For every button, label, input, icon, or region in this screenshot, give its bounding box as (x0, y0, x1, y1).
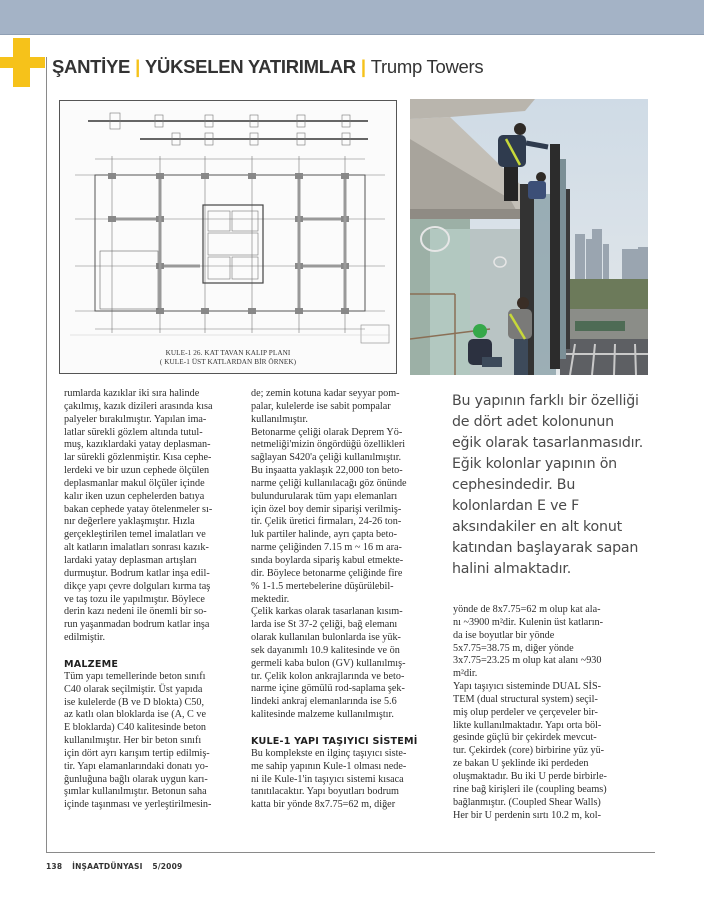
text-line: ise kulelerde (B ve D blokta) C50, (64, 696, 205, 708)
text-line: kullanılmıştır. (251, 413, 308, 425)
header-subject: Trump Towers (370, 56, 484, 77)
text-line: likte kullanılmaktadır. Yapı orta böl- (453, 719, 602, 731)
top-color-band (0, 0, 704, 35)
text-line: C40 olarak seçilmiştir. Üst yapıda (64, 683, 203, 695)
plus-logo-horizontal (0, 57, 45, 68)
caption-line-2: ( KULE-1 ÜST KATLARDAN BİR ÖRNEK) (159, 357, 297, 366)
text-line: nı ~3900 m²dir. Kulenin üst katların- (453, 616, 604, 628)
text-line: Betonarme çeliği olarak Deprem Yö- (251, 426, 403, 438)
text-line: Her bir U perdenin sırtı 10.2 m, kol- (453, 809, 601, 821)
text-line: içinde taşınması ve yerleştirilmesin- (64, 799, 212, 811)
pull-quote (452, 391, 667, 580)
text-line: tur. Çekirdek (core) birbirine yüz yü- (453, 745, 605, 757)
text-line: durmuştur. Bodrum katlar inşa edil- (64, 567, 210, 579)
header-category: YÜKSELEN YATIRIMLAR (144, 56, 356, 77)
text-line: ğunluğuna bağlı olarak uygun karı- (64, 773, 208, 785)
text-line: alt katların imalatları sonrası kazık- (64, 542, 209, 554)
text-line: Bu inşaatta yaklaşık 22,000 ton beto- (251, 465, 403, 477)
text-line: mektedir. (251, 593, 290, 605)
text-line: katta bir yönde 8x7.75=62 m, diğer (251, 799, 396, 811)
text-line: lerdeki ve bir uzun cephede ölçülen (64, 465, 210, 477)
text-line: narme çeliğinden 7.15 m ~ 16 m ara- (251, 542, 402, 554)
paragraph-gap (251, 722, 423, 735)
floor-plan-drawing (60, 101, 397, 374)
text-line: kalitesinde malzeme kullanılmıştır. (251, 709, 394, 721)
text-line: gerçekleştirilen temel imalatları ve (64, 529, 206, 541)
page-footer (46, 862, 189, 871)
pull-quote-line: halini almaktadır. (452, 561, 572, 577)
pull-quote-line: aksındakiler en alt konut (452, 519, 622, 535)
text-line: latlar sürekli gözlem altında tutul- (64, 426, 203, 438)
text-line: 3x7.75=23.25 m olup kat alanı ~930 (453, 655, 602, 667)
pull-quote-line: cephesindedir. Bu (452, 477, 576, 493)
text-line: Bu komplekste en ilginç taşıyıcı siste- (251, 747, 407, 759)
text-line: tanıtılacaktır. Yapı boyutları bodrum (251, 786, 399, 798)
text-line: Tüm yapı temellerinde beton sınıfı (64, 670, 206, 682)
caption-line-1: KULE-1 26. KAT TAVAN KALIP PLANI (165, 349, 291, 357)
text-line: edilmiştir. (64, 632, 106, 644)
text-line: de; zemin kotuna kadar seyyar pom- (251, 388, 400, 399)
article-column-3 (453, 604, 653, 822)
text-line: lar sürekli gözlenmiştir. Kısa cephe- (64, 452, 212, 464)
article-column-2 (251, 388, 423, 812)
text-line: derin kazı nedeni ile önemli bir so- (64, 606, 207, 618)
text-line: larda ise St 37-2 çeliği, bağ elemanı (251, 619, 398, 631)
bottom-horizontal-rule (46, 852, 655, 853)
text-line: E bloklarda) C40 kalitesinde beton (64, 722, 207, 734)
header-separator: | (135, 56, 140, 77)
section-header (52, 56, 483, 80)
text-line: ze bakan U şeklinde iki perdeden (453, 758, 589, 770)
text-line: bulundurularak tüm yapı elemanları (251, 490, 398, 502)
left-vertical-rule (46, 57, 47, 853)
text-line: rine bağ kirişleri ile (coupling beams) (453, 783, 607, 795)
text-line: tır. Çelik kolon ankrajlarında ve beto- (251, 670, 405, 682)
paragraph-gap (64, 645, 234, 658)
text-line: lardaki yatay deplasman artışları (64, 554, 197, 566)
text-line: m²dir. (453, 668, 478, 680)
text-line: % 1-1.5 mertebelerine düşürülebil- (251, 580, 394, 592)
article-column-1 (64, 388, 234, 812)
header-section: ŞANTİYE (52, 56, 131, 77)
text-line: me sahip yapının Kule-1 olması nede- (251, 760, 407, 772)
text-line: için özel boy demir siparişi verilmiş- (251, 503, 402, 515)
pull-quote-line: kolonlardan E ve F (452, 498, 580, 514)
pull-quote-line: de dört adet kolonunun (452, 414, 614, 430)
text-line: yönde de 8x7.75=62 m olup kat ala- (453, 604, 601, 615)
text-line: 5x7.75=38.75 m, diğer yönde (453, 642, 574, 654)
text-line: ni ile Kule-1'in taşıyıcı sistemi kısaca (251, 773, 404, 785)
text-line: lindeki ankraj elemanlarında ise 5.6 (251, 696, 397, 708)
text-line: oluşmaktadır. Bu iki U perde birbirle- (453, 770, 607, 782)
text-line: tir. Çelik üretici firmaları, 24-26 ton- (251, 516, 402, 528)
text-line: ve taş tozu ile yapılmıştır. Böylece (64, 593, 205, 605)
text-line: dikçe yapı çevre dolguları kırma taş (64, 580, 211, 592)
text-line: miş olup perdeler ve çerçeveler bir- (453, 706, 598, 718)
text-line: luk partiler halinde, ayrı çapta beto- (251, 529, 397, 541)
text-line: TEM (dual structural system) seçil- (453, 693, 598, 705)
magazine-name: İNŞAATDÜNYASI (72, 862, 143, 871)
text-line: şımlar kullanılmıştır. Betonun saha (64, 786, 207, 798)
text-line: rumlarda kazıklar iki sıra halinde (64, 388, 200, 399)
floor-plan-figure (59, 100, 397, 374)
text-line: bağlanmıştır. (Coupled Shear Walls) (453, 796, 601, 808)
text-line: da ise boyutlar bir yönde (453, 629, 555, 641)
text-line: tir. Yapı elamanlarındaki donatı yo- (64, 760, 209, 772)
text-line: bakan cephede yatay ötelenmeler sı- (64, 503, 213, 515)
issue-date: 5/2009 (152, 862, 183, 871)
subheading-malzeme: MALZEME (64, 658, 119, 670)
subheading-kule1-structural-system: KULE-1 YAPI TAŞIYICI SİSTEMİ (251, 735, 418, 747)
text-line: palyeler bırakılmıştır. Yapılan ima- (64, 413, 207, 425)
pull-quote-line: Bu yapının farklı bir özelliği (452, 393, 639, 409)
text-line: narme çeliği kullanılacağı göz önünde (251, 477, 407, 489)
text-line: gesinde güçlü bir çekirdek mevcut- (453, 732, 597, 744)
pull-quote-line: katından başlayarak sapan (452, 540, 639, 556)
header-separator: | (360, 56, 366, 77)
text-line: kalır iken uzun cephelerden batıya (64, 490, 205, 502)
text-line: run yaşanmadan bodrum katlar inşa (64, 619, 210, 631)
page-number: 138 (46, 862, 63, 871)
text-line: sında boylarda sipariş kabul etmekte- (251, 554, 404, 566)
text-line: için dört ayrı karışım tertip edilmiş- (64, 747, 210, 759)
text-line: olarak kullanılan bulonlarda ise yük- (251, 632, 401, 644)
text-line: deplasmanlar makul ölçüler içinde (64, 477, 205, 489)
text-line: az katlı olan bloklarda ise (A, C ve (64, 709, 207, 721)
text-line: Çelik karkas olarak tasarlanan kısım- (251, 606, 403, 618)
text-line: palar, kulelerde ise sabit pompalar (251, 400, 391, 412)
text-line: kullanılmıştır. Her bir beton sınıfı (64, 735, 202, 747)
pull-quote-line: Eğik kolonlar yapının ön (452, 456, 617, 472)
text-line: sağlayan S420'a çeliği kullanılmıştır. (251, 452, 402, 464)
construction-photo (410, 99, 648, 375)
text-line: Yapı taşıyıcı sisteminde DUAL SİS- (453, 681, 602, 693)
text-line: nır değerlere yaklaşmıştır. Hızla (64, 516, 195, 528)
text-line: netmeliği'mizin öngördüğü özellikleri (251, 439, 406, 451)
text-line: çakılmış, kazık dizileri arasında kısa (64, 400, 213, 412)
facade-installation-image (410, 99, 648, 375)
floor-plan-caption (60, 349, 396, 366)
text-line: muş, kazıklardaki yatay deplasman- (64, 439, 211, 451)
text-line: germeli kaba bulon (GV) kullanılmış- (251, 657, 406, 669)
text-line: sek dayanımlı 10.9 kalitesinde ve ön (251, 644, 400, 656)
text-line: dir. Böylece betonarme çeliğinde fire (251, 567, 403, 579)
pull-quote-line: eğik olarak tasarlanmasıdır. (452, 435, 644, 451)
text-line: narme içine gömülü rod-saplama şek- (251, 683, 405, 695)
